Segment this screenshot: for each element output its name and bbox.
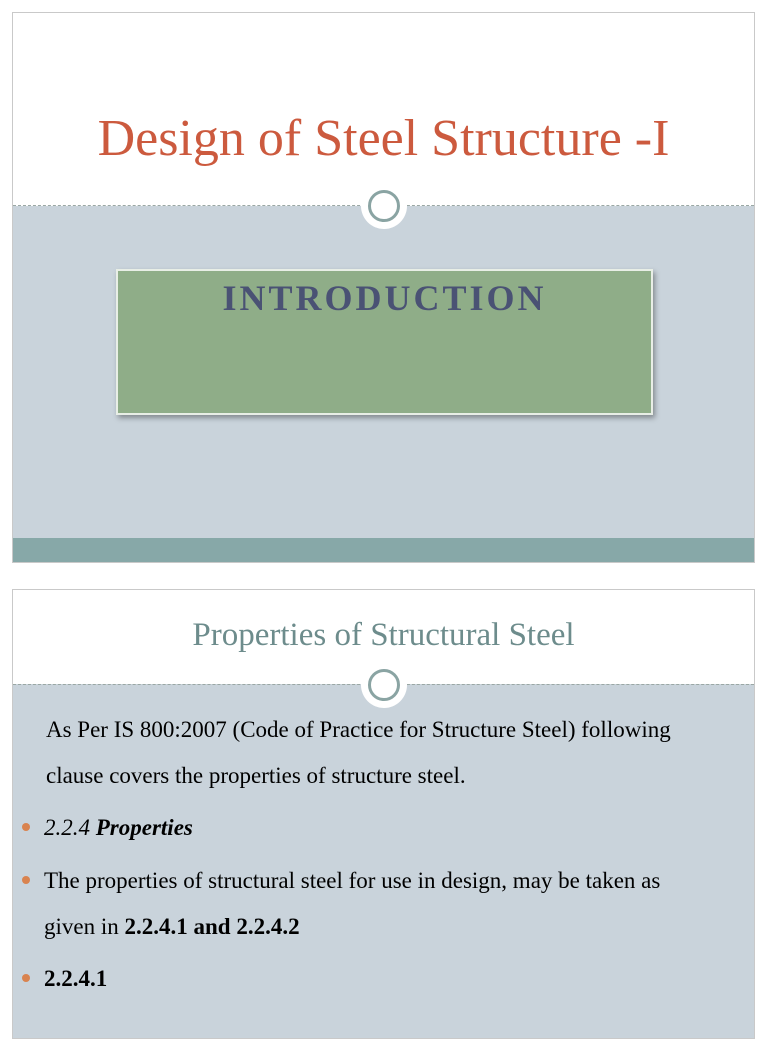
bullet-line-2-ref: 2.2.4.1 and 2.2.4.2	[124, 914, 300, 939]
introduction-label: INTRODUCTION	[222, 278, 547, 318]
intro-line-2: clause covers the properties of structure steel.	[46, 763, 466, 788]
circle-ornament-icon	[361, 662, 407, 708]
bullet-dot-icon	[22, 823, 30, 831]
slide-title: Properties of Structural Steel	[192, 617, 575, 653]
properties-slide	[12, 589, 755, 1039]
bullet-dot-icon	[22, 876, 30, 884]
bullet-heading: 2.2.4.1	[44, 966, 108, 991]
bullet-line-1: The properties of structural steel for use in design, may be taken as	[44, 868, 661, 893]
bullet-heading: Properties	[95, 815, 193, 840]
title-slide	[12, 12, 755, 563]
circle-ornament-icon	[361, 183, 407, 229]
footer-band	[13, 538, 754, 563]
bullet-line-2-prefix: given in	[44, 914, 119, 939]
intro-line-1: As Per IS 800:2007 (Code of Practice for Structure Steel) following	[46, 717, 671, 742]
introduction-box	[116, 269, 653, 415]
bullet-dot-icon	[22, 974, 30, 982]
title-area	[13, 13, 754, 206]
bullet-number: 2.2.4	[44, 815, 90, 840]
slide-title: Design of Steel Structure -I	[97, 110, 670, 167]
